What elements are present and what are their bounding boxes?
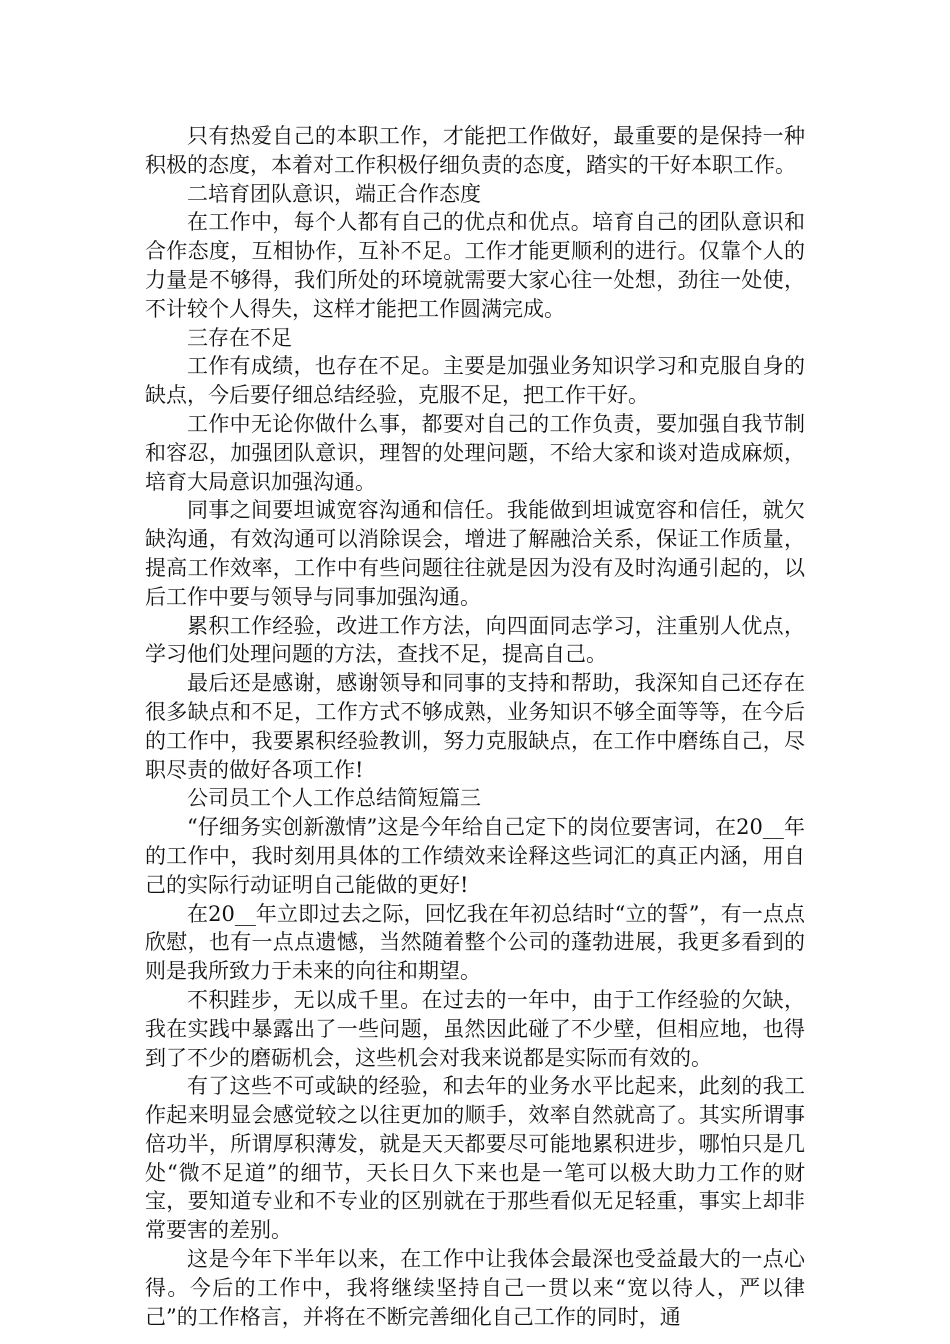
paragraph: 工作有成绩，也存在不足。主要是加强业务知识学习和克服自身的缺点，今后要仔细总结经验，克服不足，把工作干好。 [145, 354, 805, 408]
section-heading: 二培育团队意识，端正合作态度 [187, 181, 481, 206]
paragraph: 最后还是感谢，感谢领导和同事的支持和帮助，我深知自己还存在很多缺点和不足，工作方式不够成熟，业务知识不够全面等等，在今后的工作中，我要累积经验教训，努力克服缺点，在工作中磨练自己，尽职尽责的做好各项工作! [145, 671, 805, 782]
document-page [145, 122, 805, 1331]
paragraph: 在20__年立即过去之际，回忆我在年初总结时“立的誓”，有一点点欣慰，也有一点点遗憾，当然随着整个公司的蓬勃进展，我更多看到的则是我所致力于未来的向往和期望。 [145, 901, 805, 984]
paragraph: 同事之间要坦诚宽容沟通和信任。我能做到坦诚宽容和信任，就欠缺沟通，有效沟通可以消除误会，增进了解融洽关系，保证工作质量，提高工作效率，工作中有些问题往往就是因为没有及时沟通引起的，以后工作中要与领导与同事加强沟通。 [145, 498, 805, 609]
paragraph: 这是今年下半年以来，在工作中让我体会最深也受益最大的一点心得。今后的工作中，我将继续坚持自己一贯以来“宽以待人，严以律己”的工作格言，并将在不断完善细化自己工作的同时，通 [145, 1247, 805, 1329]
section-heading: 三存在不足 [187, 325, 292, 350]
paragraph: 在工作中，每个人都有自己的优点和优点。培育自己的团队意识和合作态度，互相协作，互补不足。工作才能更顺利的进行。仅靠个人的力量是不够得，我们所处的环境就需要大家心往一处想，劲往一处使，不计较个人得失，这样才能把工作圆满完成。 [145, 210, 805, 321]
paragraph: 累积工作经验，改进工作方法，向四面同志学习，注重别人优点，学习他们处理问题的方法，查找不足，提高自己。 [145, 613, 805, 667]
article-title: 公司员工个人工作总结简短篇三 [187, 786, 481, 811]
paragraph: “仔细务实创新激情”这是今年给自己定下的岗位要害词，在20__年的工作中，我时刻用具体的工作绩效来诠释这些词汇的真正内涵，用自己的实际行动证明自己能做的更好! [145, 815, 805, 897]
paragraph: 不积跬步，无以成千里。在过去的一年中，由于工作经验的欠缺，我在实践中暴露出了一些问题，虽然因此碰了不少壁，但相应地，也得到了不少的磨砺机会，这些机会对我来说都是实际而有效的。 [145, 987, 805, 1070]
paragraph: 工作中无论你做什么事，都要对自己的工作负责，要加强自我节制和容忍，加强团队意识，理智的处理问题，不给大家和谈对造成麻烦，培育大局意识加强沟通。 [145, 411, 805, 494]
paragraph: 有了这些不可或缺的经验，和去年的业务水平比起来，此刻的我工作起来明显会感觉较之以往更加的顺手，效率自然就高了。其实所谓事倍功半，所谓厚积薄发，就是天天都要尽可能地累积进步，哪怕只是几处“微不足道”的细节，天长日久下来也是一笔可以极大助力工作的财宝，要知道专业和不专业的区别就在于那些看似无足轻重，事实上却非常要害的差别。 [145, 1074, 805, 1243]
paragraph: 只有热爱自己的本职工作，才能把工作做好，最重要的是保持一种积极的态度，本着对工作积极仔细负责的态度，踏实的干好本职工作。 [145, 124, 805, 177]
